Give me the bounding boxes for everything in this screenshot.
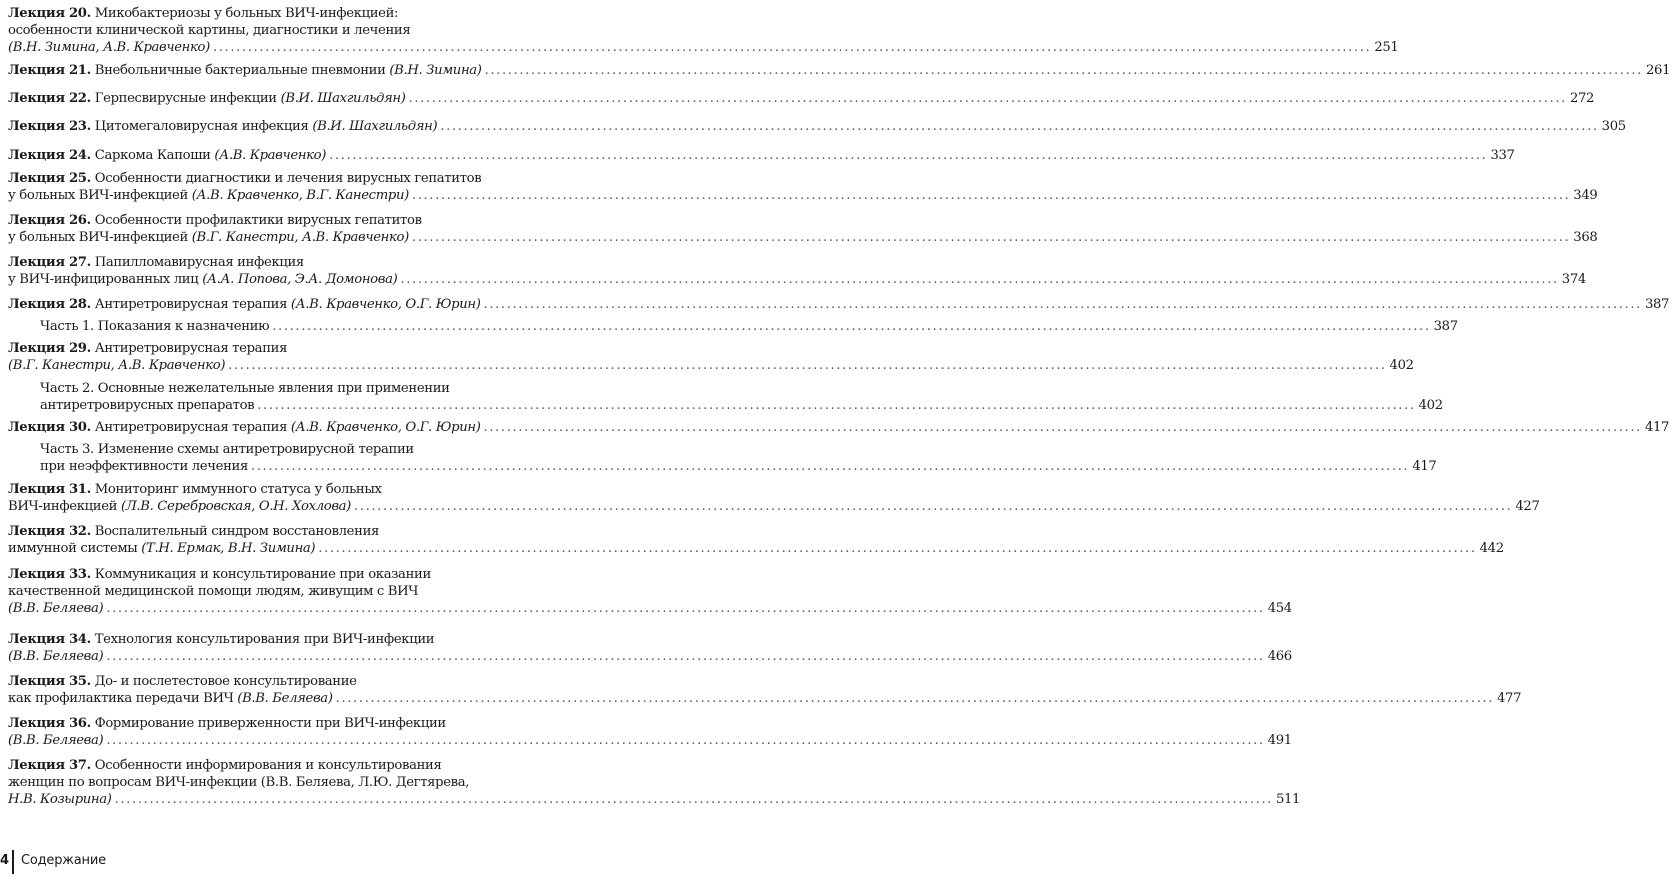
- toc-page-number: 387: [1644, 297, 1670, 312]
- lecture-label: Лекция 35.: [8, 674, 91, 689]
- toc-entry-text: [8, 296, 481, 313]
- dot-leader: ........................................................................................................................................................................................................: [272, 319, 1431, 334]
- toc-entry-title: антиретровирусных препаратов: [40, 398, 255, 413]
- dot-leader: ........................................................................................................................................................................................................: [440, 119, 1599, 134]
- toc-entry-text: [8, 540, 315, 557]
- lecture-label: Лекция 37.: [8, 758, 91, 773]
- dot-leader: ........................................................................................................................................................................................................: [484, 63, 1643, 78]
- toc-page-number: 374: [1561, 272, 1586, 287]
- toc-page-number: 402: [1418, 398, 1443, 413]
- toc-entry-title: Антиретровирусная терапия: [94, 420, 291, 435]
- lecture-label: Лекция 28.: [8, 297, 91, 312]
- toc-entry-authors: (А.В. Кравченко, О.Г. Юрин): [290, 297, 481, 312]
- toc-entry-last-line: [8, 540, 1504, 557]
- lecture-label: Лекция 27.: [8, 255, 91, 270]
- toc-entry[interactable]: [8, 523, 1504, 557]
- toc-entry-last-line: [8, 229, 1598, 246]
- lecture-label: Лекция 26.: [8, 213, 91, 228]
- toc-page-number: 417: [1412, 459, 1437, 474]
- dot-leader: ........................................................................................................................................................................................................: [228, 358, 1387, 373]
- toc-entry-line: [40, 380, 539, 397]
- toc-entry-title: особенности клинической картины, диагностики и лечения: [8, 23, 411, 38]
- dot-leader: ........................................................................................................................................................................................................: [106, 649, 1265, 664]
- toc-subentry[interactable]: [40, 380, 1443, 414]
- toc-entry-text: [40, 397, 254, 414]
- toc-entry-title: Часть 2. Основные нежелательные явления при применении: [40, 381, 450, 396]
- toc-entry-last-line: [8, 296, 1670, 313]
- toc-entry-title: как профилактика передачи ВИЧ: [8, 691, 238, 706]
- lecture-label: Лекция 23.: [8, 119, 91, 134]
- toc-entry-title: у больных ВИЧ-инфекцией: [8, 188, 192, 203]
- toc-page-number: 272: [1569, 91, 1595, 106]
- toc-entry-authors: (В.В. Беляева): [237, 691, 333, 706]
- toc-entry-title: Цитомегаловирусная инфекция: [94, 119, 313, 134]
- toc-entry-authors: Н.В. Козырина): [8, 792, 112, 807]
- toc-page-number: 491: [1267, 733, 1292, 748]
- dot-leader: ........................................................................................................................................................................................................: [329, 148, 1488, 163]
- dot-leader: ........................................................................................................................................................................................................: [318, 541, 1477, 556]
- toc-page-number: 305: [1601, 119, 1626, 134]
- toc-entry-title: Антиретровирусная терапия: [94, 341, 288, 356]
- toc-entry-title: Герпесвирусные инфекции: [94, 91, 281, 106]
- lecture-label: Лекция 20.: [8, 6, 91, 21]
- footer-section-title: Содержание: [21, 853, 106, 868]
- toc-entry-text: [8, 229, 409, 246]
- toc-entry-title: Коммуникация и консультирование при оказании: [94, 567, 431, 582]
- toc-entry-last-line: [8, 419, 1670, 436]
- toc-entry-title: Внебольничные бактериальные пневмонии: [94, 63, 390, 78]
- dot-leader: ........................................................................................................................................................................................................: [335, 691, 1495, 706]
- toc-entry-authors: (А.А. Попова, Э.А. Домонова): [202, 272, 398, 287]
- toc-entry-title: женщин по вопросам ВИЧ-инфекции (В.В. Беляева, Л.Ю. Дегтярева,: [8, 775, 470, 790]
- toc-entry-title: Воспалительный синдром восстановления: [94, 524, 379, 539]
- lecture-label: Лекция 30.: [8, 420, 91, 435]
- toc-entry-last-line: [8, 147, 1515, 164]
- toc-entry-text: [8, 419, 481, 436]
- toc-entry[interactable]: [8, 62, 1670, 79]
- toc-entry-title: у ВИЧ-инфицированных лиц: [8, 272, 203, 287]
- lecture-label: Лекция 22.: [8, 91, 91, 106]
- toc-entry-text: [40, 458, 248, 475]
- toc-page-number: 427: [1515, 499, 1540, 514]
- toc-entry-last-line: [40, 318, 1458, 335]
- toc-entry-line: [8, 566, 539, 583]
- toc-entry-text: [8, 90, 406, 107]
- toc-entry-line: [8, 22, 539, 39]
- dot-leader: ........................................................................................................................................................................................................: [483, 420, 1642, 435]
- toc-page-number: 368: [1573, 230, 1598, 245]
- toc-entry-authors: (В.И. Шахгильдян): [312, 119, 438, 134]
- dot-leader: ........................................................................................................................................................................................................: [212, 40, 1372, 55]
- toc-page-number: 442: [1479, 541, 1504, 556]
- toc-entry-line: [8, 5, 539, 22]
- dot-leader: ........................................................................................................................................................................................................: [106, 733, 1265, 748]
- toc-subentry[interactable]: [40, 318, 1458, 335]
- toc-entry-last-line: [8, 498, 1540, 515]
- lecture-label: Лекция 29.: [8, 341, 91, 356]
- dot-leader: ........................................................................................................................................................................................................: [400, 272, 1559, 287]
- toc-entry-last-line: [8, 271, 1586, 288]
- toc-entry-authors: (В.Н. Зимина, А.В. Кравченко): [8, 40, 210, 55]
- page-footer: [0, 850, 200, 874]
- toc-entry-authors: (В.В. Беляева): [8, 733, 104, 748]
- toc-entry-line: [8, 715, 539, 732]
- toc-entry-title: Часть 1. Показания к назначению: [40, 319, 270, 334]
- toc-entry-text: [8, 498, 351, 515]
- toc-entry-last-line: [8, 187, 1598, 204]
- toc-entry[interactable]: [8, 340, 1414, 374]
- toc-entry-last-line: [8, 732, 1292, 749]
- toc-entry-title: качественной медицинской помощи людям, живущим с ВИЧ: [8, 584, 419, 599]
- toc-entry-last-line: [8, 648, 1292, 665]
- toc-entry-authors: (В.Г. Канестри, А.В. Кравченко): [8, 358, 226, 373]
- toc-entry-title: ВИЧ-инфекцией: [8, 499, 121, 514]
- toc-entry-title: Антиретровирусная терапия: [94, 297, 291, 312]
- toc-page-number: 337: [1490, 148, 1515, 163]
- toc-entry-text: [40, 318, 269, 335]
- footer-page-number: 4: [0, 853, 10, 868]
- toc-entry-authors: (А.В. Кравченко, В.Г. Канестри): [191, 188, 409, 203]
- toc-entry-title: Особенности информирования и консультирования: [94, 758, 442, 773]
- toc-entry-title: До- и послетестовое консультирование: [94, 674, 357, 689]
- toc-entry-authors: (В.В. Беляева): [8, 601, 104, 616]
- lecture-label: Лекция 34.: [8, 632, 91, 647]
- lecture-label: Лекция 21.: [8, 63, 91, 78]
- toc-entry-line: [8, 170, 539, 187]
- toc-entry[interactable]: [8, 5, 1399, 56]
- toc-entry-authors: (А.В. Кравченко, О.Г. Юрин): [290, 420, 481, 435]
- toc-entry-authors: (Л.В. Серебровская, О.Н. Хохлова): [120, 499, 351, 514]
- toc-page-number: 454: [1267, 601, 1292, 616]
- toc-entry-authors: (В.Н. Зимина): [389, 63, 482, 78]
- toc-page-number: 261: [1645, 63, 1670, 78]
- toc-page-number: 402: [1389, 358, 1414, 373]
- toc-entry-line: [8, 774, 539, 791]
- dot-leader: ........................................................................................................................................................................................................: [411, 230, 1571, 245]
- toc-entry[interactable]: [8, 631, 1292, 665]
- toc-entry-line: [8, 481, 539, 498]
- toc-entry[interactable]: [8, 254, 1586, 288]
- toc-entry-last-line: [40, 397, 1443, 414]
- toc-entry-text: [8, 357, 225, 374]
- toc-entry[interactable]: [8, 170, 1598, 204]
- dot-leader: ........................................................................................................................................................................................................: [257, 398, 1416, 413]
- toc-entry-text: [8, 147, 326, 164]
- dot-leader: ........................................................................................................................................................................................................: [483, 297, 1642, 312]
- toc-entry-line: [8, 523, 539, 540]
- toc-entry-title: Микобактериозы у больных ВИЧ-инфекцией:: [94, 6, 399, 21]
- toc-entry-last-line: [8, 62, 1670, 79]
- toc-entry-authors: (В.И. Шахгильдян): [280, 91, 406, 106]
- toc-entry-text: [8, 648, 103, 665]
- toc-entry[interactable]: [8, 147, 1515, 164]
- toc-entry-line: [8, 254, 539, 271]
- lecture-label: Лекция 31.: [8, 482, 91, 497]
- toc-entry-title: Особенности профилактики вирусных гепатитов: [94, 213, 422, 228]
- toc-entry-last-line: [8, 357, 1414, 374]
- toc-entry-line: [8, 673, 539, 690]
- toc-subentry[interactable]: [40, 441, 1437, 475]
- toc-entry-last-line: [8, 118, 1626, 135]
- toc-entry[interactable]: [8, 296, 1670, 313]
- toc-entry-last-line: [8, 39, 1399, 56]
- toc-entry-text: [8, 690, 333, 707]
- dot-leader: ........................................................................................................................................................................................................: [353, 499, 1513, 514]
- dot-leader: ........................................................................................................................................................................................................: [250, 459, 1410, 474]
- toc-entry-title: иммунной системы: [8, 541, 142, 556]
- toc-entry[interactable]: [8, 419, 1670, 436]
- toc-page-number: 387: [1433, 319, 1458, 334]
- dot-leader: ........................................................................................................................................................................................................: [411, 188, 1571, 203]
- toc-entry-title: Мониторинг иммунного статуса у больных: [94, 482, 382, 497]
- footer-divider: [12, 850, 14, 874]
- lecture-label: Лекция 36.: [8, 716, 91, 731]
- toc-page-number: 466: [1267, 649, 1292, 664]
- toc-entry[interactable]: [8, 673, 1522, 707]
- toc-entry-last-line: [8, 600, 1292, 617]
- toc-entry-text: [8, 271, 397, 288]
- toc-entry-line: [8, 631, 539, 648]
- toc-entry-line: [40, 441, 539, 458]
- toc-page-number: 511: [1275, 792, 1301, 807]
- toc-entry-line: [8, 212, 539, 229]
- toc-entry-text: [8, 187, 409, 204]
- toc-entry-text: [8, 39, 210, 56]
- toc-entry-title: Саркома Капоши: [94, 148, 215, 163]
- toc-entry-title: у больных ВИЧ-инфекцией: [8, 230, 192, 245]
- toc-entry[interactable]: [8, 715, 1292, 749]
- toc-entry[interactable]: [8, 566, 1292, 617]
- toc-entry-text: [8, 732, 103, 749]
- toc-entry-authors: (Т.Н. Ермак, В.Н. Зимина): [141, 541, 316, 556]
- toc-entry-line: [8, 340, 539, 357]
- toc-entry-last-line: [8, 690, 1522, 707]
- toc-entry-title: Технология консультирования при ВИЧ-инфекции: [94, 632, 435, 647]
- toc-entry[interactable]: [8, 90, 1595, 107]
- toc-entry-last-line: [40, 458, 1437, 475]
- toc-entry-authors: (В.Г. Канестри, А.В. Кравченко): [191, 230, 409, 245]
- lecture-label: Лекция 24.: [8, 148, 91, 163]
- toc-entry[interactable]: [8, 118, 1626, 135]
- toc-page-number: 477: [1497, 691, 1522, 706]
- toc-entry[interactable]: [8, 481, 1540, 515]
- lecture-label: Лекция 33.: [8, 567, 91, 582]
- toc-entry[interactable]: [8, 757, 1301, 808]
- toc-entry-title: Формирование приверженности при ВИЧ-инфекции: [94, 716, 446, 731]
- toc-entry-text: [8, 791, 112, 808]
- toc-entry-last-line: [8, 90, 1595, 107]
- toc-page-number: 251: [1374, 40, 1399, 55]
- toc-entry-title: Папилломавирусная инфекция: [94, 255, 304, 270]
- toc-entry-text: [8, 118, 437, 135]
- dot-leader: ........................................................................................................................................................................................................: [408, 91, 1567, 106]
- toc-page-number: 349: [1573, 188, 1598, 203]
- dot-leader: ........................................................................................................................................................................................................: [114, 792, 1273, 807]
- toc-entry-line: [8, 757, 539, 774]
- toc-entry-last-line: [8, 791, 1301, 808]
- dot-leader: ........................................................................................................................................................................................................: [106, 601, 1265, 616]
- toc-entry-title: Особенности диагностики и лечения вирусных гепатитов: [94, 171, 482, 186]
- toc-entry-text: [8, 62, 482, 79]
- toc-page-number: 417: [1644, 420, 1670, 435]
- toc-entry-title: при неэффективности лечения: [40, 459, 248, 474]
- toc-entry-text: [8, 600, 103, 617]
- toc-entry-line: [8, 583, 539, 600]
- toc-entry-authors: (А.В. Кравченко): [214, 148, 327, 163]
- toc-entry-authors: (В.В. Беляева): [8, 649, 104, 664]
- toc-entry[interactable]: [8, 212, 1598, 246]
- toc-entry-title: Часть 3. Изменение схемы антиретровирусной терапии: [40, 442, 414, 457]
- lecture-label: Лекция 25.: [8, 171, 91, 186]
- lecture-label: Лекция 32.: [8, 524, 91, 539]
